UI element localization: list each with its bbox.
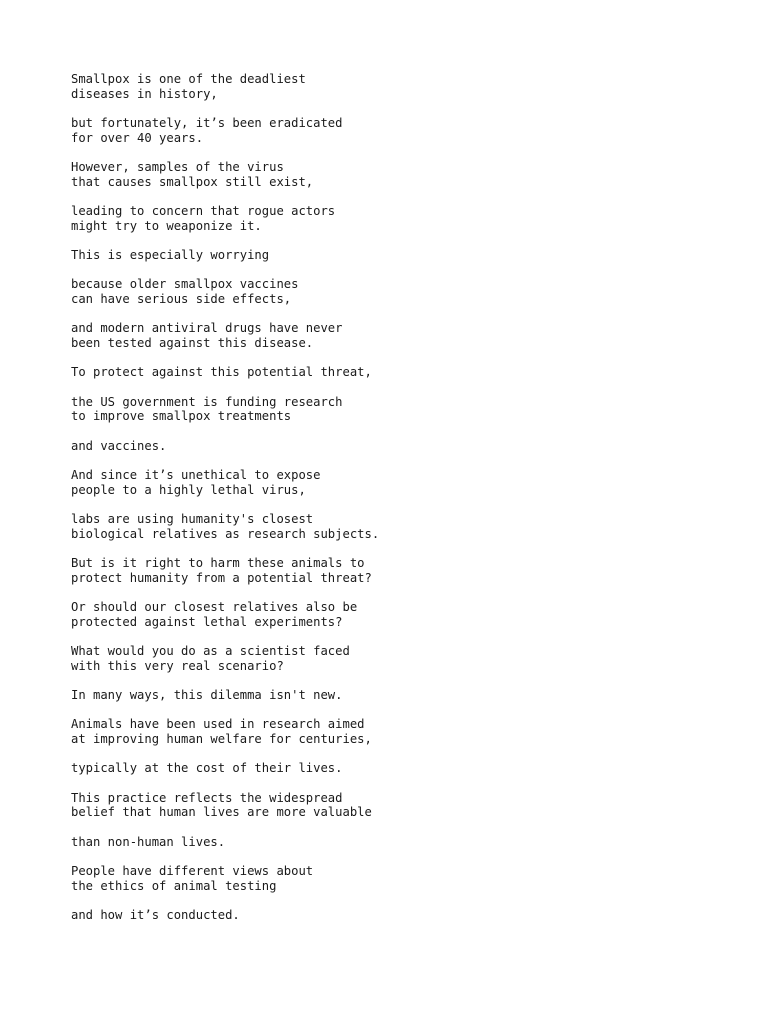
- text-line: In many ways, this dilemma isn't new.: [71, 687, 343, 702]
- text-line: but fortunately, it’s been eradicated: [71, 115, 343, 130]
- text-line: What would you do as a scientist faced: [71, 644, 350, 658]
- text-line: to improve smallpox treatments: [71, 409, 292, 424]
- text-paragraph: [71, 644, 731, 673]
- text-line: labs are using humanity's closest: [71, 512, 314, 527]
- text-paragraph: [71, 556, 731, 585]
- text-paragraph: [71, 512, 731, 541]
- text-line: People have different views about: [71, 864, 314, 879]
- text-paragraph: [71, 395, 731, 424]
- text-paragraph: [71, 761, 731, 776]
- text-line: This is especially worrying: [71, 247, 270, 262]
- text-paragraph: [71, 600, 731, 629]
- text-paragraph: [71, 204, 731, 233]
- document-page: [71, 72, 731, 938]
- text-line: Animals have been used in research aimed: [71, 717, 365, 732]
- text-line: leading to concern that rogue actors: [71, 203, 336, 218]
- text-line: biological relatives as research subjects.: [71, 526, 380, 541]
- text-line: Or should our closest relatives also be: [71, 600, 358, 615]
- text-line: belief that human lives are more valuable: [71, 805, 372, 820]
- text-line: can have serious side effects,: [71, 291, 292, 306]
- text-line: the ethics of animal testing: [71, 878, 277, 893]
- text-line: for over 40 years.: [71, 130, 204, 145]
- text-paragraph: [71, 439, 731, 454]
- text-line: than non-human lives.: [71, 834, 226, 849]
- text-line: However, samples of the virus: [71, 159, 284, 174]
- text-line: And since it’s unethical to expose: [71, 468, 321, 483]
- text-line: typically at the cost of their lives.: [71, 761, 343, 776]
- text-paragraph: [71, 688, 731, 703]
- text-line: people to a highly lethal virus,: [71, 482, 306, 497]
- text-paragraph: [71, 835, 731, 850]
- text-line: the US government is funding research: [71, 394, 343, 409]
- text-line: This practice reflects the widespread: [71, 790, 343, 805]
- text-line: and how it’s conducted.: [71, 908, 240, 923]
- text-paragraph: [71, 321, 731, 350]
- text-paragraph: [71, 468, 731, 497]
- text-paragraph: [71, 791, 731, 820]
- text-paragraph: [71, 72, 731, 101]
- text-paragraph: [71, 248, 731, 263]
- text-paragraph: [71, 864, 731, 893]
- text-line: Smallpox is one of the deadliest: [71, 72, 306, 86]
- text-paragraph: [71, 116, 731, 145]
- text-line: might try to weaponize it.: [71, 218, 262, 233]
- text-line: To protect against this potential threat,: [71, 365, 372, 380]
- text-paragraph: [71, 717, 731, 746]
- text-paragraph: [71, 908, 731, 923]
- text-line: with this very real scenario?: [71, 658, 284, 673]
- text-line: But is it right to harm these animals to: [71, 556, 365, 571]
- text-line: and modern antiviral drugs have never: [71, 321, 343, 336]
- text-line: been tested against this disease.: [71, 335, 314, 350]
- text-line: diseases in history,: [71, 86, 218, 101]
- text-line: because older smallpox vaccines: [71, 277, 299, 292]
- text-paragraph: [71, 160, 731, 189]
- text-line: protect humanity from a potential threat?: [71, 570, 372, 585]
- text-line: that causes smallpox still exist,: [71, 174, 314, 189]
- text-paragraph: [71, 365, 731, 380]
- text-line: protected against lethal experiments?: [71, 614, 343, 629]
- text-line: at improving human welfare for centuries,: [71, 731, 372, 746]
- text-paragraph: [71, 277, 731, 306]
- text-line: and vaccines.: [71, 438, 167, 453]
